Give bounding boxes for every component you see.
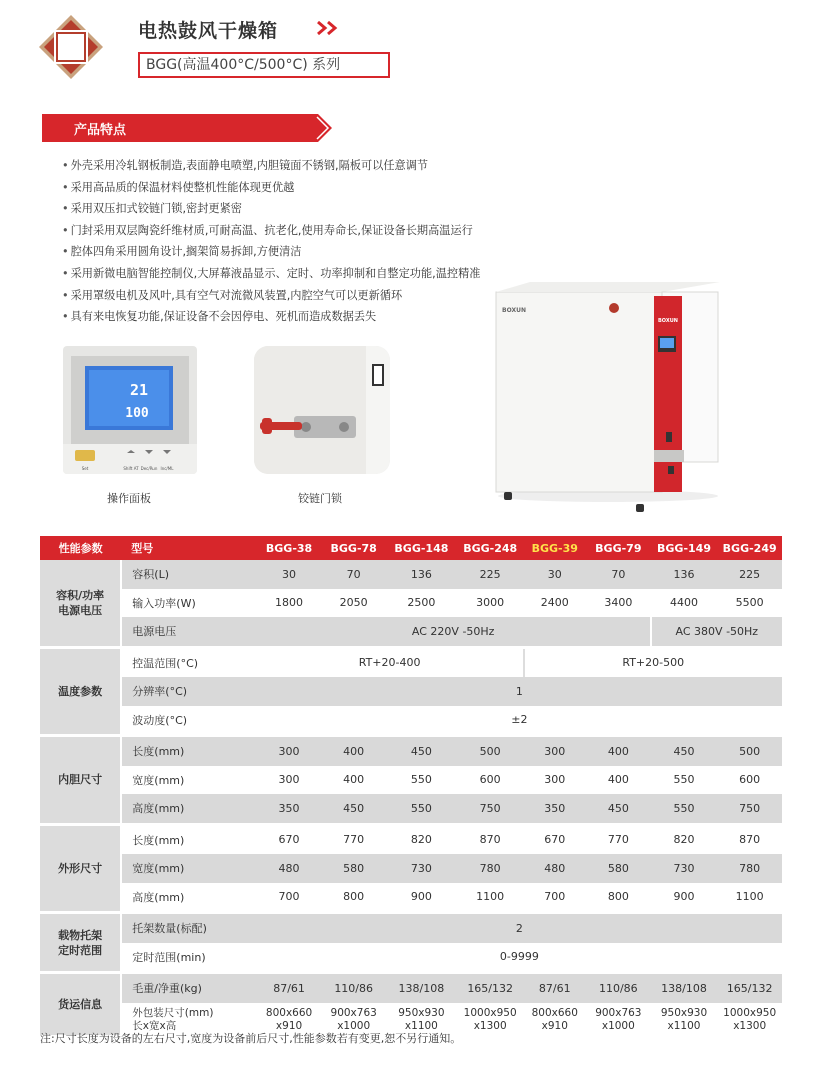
spec-cell: 450	[321, 794, 386, 824]
spec-cell: RT+20-500	[524, 647, 782, 677]
spec-row-volume	[40, 560, 782, 589]
param-name: 输入功率(W)	[121, 589, 256, 618]
spec-cell: 780	[717, 854, 782, 883]
feature-item: • 采用新微电脑智能控制仪,大屏幕液晶显示、定时、功率抑制和自整定功能,温控精准	[62, 263, 480, 285]
package-dim: x910	[275, 1019, 303, 1032]
spec-cell: 3400	[586, 589, 651, 618]
package-dim: x1100	[404, 1019, 438, 1032]
spec-cell: 820	[386, 824, 457, 854]
spec-cell: 480	[524, 854, 587, 883]
spec-row-inner-width	[40, 766, 782, 795]
spec-row-outer-width	[40, 854, 782, 883]
spec-cell: 2500	[386, 589, 457, 618]
panel-button-label: Set	[81, 466, 89, 471]
spec-cell: 770	[321, 824, 386, 854]
package-dim: 1000x950	[723, 1006, 777, 1019]
spec-cell: 300	[524, 766, 587, 795]
param-name: 波动度(°C)	[121, 706, 256, 736]
spec-cell: 138/108	[386, 973, 457, 1003]
spec-cell: 700	[524, 883, 587, 913]
spec-cell: 820	[651, 824, 718, 854]
spec-cell: RT+20-400	[257, 647, 524, 677]
model-header: BGG-39	[524, 536, 587, 560]
spec-cell: 550	[651, 794, 718, 824]
package-dim: x1000	[337, 1019, 371, 1032]
param-name: 控温范围(°C)	[121, 647, 256, 677]
spec-cell: 700	[257, 883, 322, 913]
spec-cell: 300	[257, 736, 322, 766]
feature-list	[62, 155, 480, 328]
spec-table	[40, 536, 782, 1038]
spec-cell: 800	[321, 883, 386, 913]
panel-temp-display: 21	[129, 381, 149, 399]
spec-cell	[524, 1003, 587, 1037]
param-name-line: 外包装尺寸(mm)	[132, 1006, 214, 1019]
panel-button-label: Shift AT	[123, 466, 139, 471]
oven-door-brand: BOXUN	[658, 318, 678, 324]
spec-cell: 1100	[717, 883, 782, 913]
model-header: BGG-78	[321, 536, 386, 560]
header-param: 性能参数	[40, 536, 121, 560]
param-name: 定时范围(min)	[121, 943, 256, 973]
spec-cell: 450	[386, 736, 457, 766]
spec-cell: 225	[457, 560, 524, 589]
param-name: 分辨率(°C)	[121, 677, 256, 706]
spec-cell: AC 380V -50Hz	[651, 617, 782, 647]
spec-cell: 500	[457, 736, 524, 766]
spec-row-outer-length	[40, 824, 782, 854]
spec-cell: 770	[586, 824, 651, 854]
spec-cell: 500	[717, 736, 782, 766]
series-subtitle: BGG(高温400°C/500°C) 系列	[138, 52, 390, 78]
model-header: BGG-149	[651, 536, 718, 560]
package-dim: x1000	[601, 1019, 635, 1032]
spec-cell: 3000	[457, 589, 524, 618]
param-name: 托架数量(标配)	[121, 913, 256, 943]
spec-row-shelves	[40, 913, 782, 943]
spec-cell: ±2	[257, 706, 782, 736]
package-dim: x910	[541, 1019, 568, 1032]
page-title: 电热鼓风干燥箱	[138, 20, 279, 42]
spec-cell: 2050	[321, 589, 386, 618]
group-label: 外形尺寸	[40, 824, 121, 913]
spec-row-temp-range	[40, 647, 782, 677]
spec-cell: 600	[717, 766, 782, 795]
double-chevron-icon	[316, 20, 342, 36]
spec-cell	[457, 1003, 524, 1037]
spec-cell: 136	[386, 560, 457, 589]
spec-cell: 1800	[257, 589, 322, 618]
spec-cell: 550	[386, 794, 457, 824]
features-heading: 产品特点	[74, 123, 127, 138]
feature-item: • 外壳采用冷轧钢板制造,表面静电喷塑,内胆镜面不锈钢,隔板可以任意调节	[62, 155, 480, 177]
group-label: 内胆尺寸	[40, 736, 121, 825]
spec-cell: 670	[257, 824, 322, 854]
package-dim: x1100	[667, 1019, 701, 1032]
spec-cell: 450	[651, 736, 718, 766]
spec-cell: 750	[717, 794, 782, 824]
spec-cell	[717, 1003, 782, 1037]
spec-cell: 138/108	[651, 973, 718, 1003]
group-label: 货运信息	[40, 973, 121, 1037]
hinge-caption: 铰链门锁	[298, 492, 342, 505]
spec-row-power	[40, 589, 782, 618]
spec-cell: AC 220V -50Hz	[257, 617, 651, 647]
spec-cell: 730	[651, 854, 718, 883]
spec-cell: 87/61	[257, 973, 322, 1003]
spec-cell: 670	[524, 824, 587, 854]
footnote: 注:尺寸长度为设备的左右尺寸,宽度为设备前后尺寸,性能参数若有变更,恕不另行通知。	[40, 1032, 462, 1045]
spec-cell: 110/86	[321, 973, 386, 1003]
panel-setpoint-display: 100	[125, 406, 149, 421]
oven-brand-label: BOXUN	[502, 307, 526, 314]
feature-item: • 采用高品质的保温材料使整机性能体现更优越	[62, 177, 480, 199]
spec-cell: 1	[257, 677, 782, 706]
model-header: BGG-38	[257, 536, 322, 560]
spec-cell: 4400	[651, 589, 718, 618]
model-header: BGG-79	[586, 536, 651, 560]
spec-cell: 400	[321, 736, 386, 766]
spec-cell: 87/61	[524, 973, 587, 1003]
spec-cell	[586, 1003, 651, 1037]
param-name: 长度(mm)	[121, 824, 256, 854]
spec-row-resolution	[40, 677, 782, 706]
package-dim: x1300	[473, 1019, 507, 1032]
spec-cell: 30	[257, 560, 322, 589]
spec-cell: 30	[524, 560, 587, 589]
spec-cell: 350	[257, 794, 322, 824]
spec-row-inner-height	[40, 794, 782, 824]
package-dim: 1000x950	[463, 1006, 517, 1019]
spec-cell: 730	[386, 854, 457, 883]
spec-cell: 870	[717, 824, 782, 854]
spec-cell: 0-9999	[257, 943, 782, 973]
feature-item: • 采用双压扣式铰链门锁,密封更紧密	[62, 198, 480, 220]
spec-cell: 70	[586, 560, 651, 589]
company-logo	[38, 14, 104, 80]
spec-cell: 580	[586, 854, 651, 883]
param-name: 容积(L)	[121, 560, 256, 589]
spec-cell: 165/132	[717, 973, 782, 1003]
param-name: 高度(mm)	[121, 794, 256, 824]
spec-cell: 350	[524, 794, 587, 824]
spec-cell: 300	[257, 766, 322, 795]
spec-cell: 550	[386, 766, 457, 795]
header-model: 型号	[121, 536, 256, 560]
spec-cell: 165/132	[457, 973, 524, 1003]
feature-item: • 门封采用双层陶瓷纤维材质,可耐高温、抗老化,使用寿命长,保证设备长期高温运行	[62, 220, 480, 242]
drying-oven-image	[490, 282, 728, 514]
panel-caption: 操作面板	[107, 492, 151, 505]
spec-cell: 600	[457, 766, 524, 795]
spec-row-outer-height	[40, 883, 782, 913]
spec-row-fluctuation	[40, 706, 782, 736]
spec-cell: 5500	[717, 589, 782, 618]
package-dim: 800x660	[265, 1006, 313, 1019]
model-header: BGG-248	[457, 536, 524, 560]
spec-cell: 1100	[457, 883, 524, 913]
spec-cell: 870	[457, 824, 524, 854]
param-name: 毛重/净重(kg)	[121, 973, 256, 1003]
spec-cell: 70	[321, 560, 386, 589]
spec-cell: 900	[651, 883, 718, 913]
spec-cell: 750	[457, 794, 524, 824]
hinge-lock-image	[254, 346, 390, 474]
param-name: 高度(mm)	[121, 883, 256, 913]
package-dim: 950x930	[398, 1006, 445, 1019]
param-name-line: 长x宽x高	[132, 1019, 177, 1032]
feature-item: • 腔体四角采用圆角设计,搁架简易拆卸,方便清洁	[62, 241, 480, 263]
spec-cell: 400	[321, 766, 386, 795]
spec-cell: 780	[457, 854, 524, 883]
spec-cell: 480	[257, 854, 322, 883]
package-dim: x1300	[733, 1019, 767, 1032]
panel-button-label: Inc/ML	[160, 466, 174, 471]
spec-cell: 300	[524, 736, 587, 766]
spec-cell	[651, 1003, 718, 1037]
group-label: 载物托架 定时范围	[40, 913, 121, 973]
panel-button-label: Dec/Run	[140, 466, 158, 471]
feature-item: • 具有来电恢复功能,保证设备不会因停电、死机而造成数据丢失	[62, 306, 480, 328]
control-panel-image	[63, 346, 197, 474]
param-name: 长度(mm)	[121, 736, 256, 766]
spec-row-timer	[40, 943, 782, 973]
spec-header-row	[40, 536, 782, 560]
spec-cell: 2400	[524, 589, 587, 618]
spec-cell: 550	[651, 766, 718, 795]
package-dim: 950x930	[660, 1006, 708, 1019]
spec-cell: 225	[717, 560, 782, 589]
spec-cell: 136	[651, 560, 718, 589]
group-label: 温度参数	[40, 647, 121, 736]
package-dim: 900x763	[595, 1006, 642, 1019]
package-dim: 900x763	[330, 1006, 377, 1019]
spec-cell: 2	[257, 913, 782, 943]
spec-row-voltage	[40, 617, 782, 647]
spec-cell: 450	[586, 794, 651, 824]
spec-cell: 400	[586, 736, 651, 766]
group-label: 容积/功率 电源电压	[40, 560, 121, 647]
spec-row-inner-length	[40, 736, 782, 766]
spec-cell: 580	[321, 854, 386, 883]
spec-row-weight	[40, 973, 782, 1003]
spec-cell: 800	[586, 883, 651, 913]
feature-item: • 采用罩级电机及风叶,具有空气对流微风装置,内腔空气可以更新循环	[62, 285, 480, 307]
param-name: 宽度(mm)	[121, 854, 256, 883]
model-header: BGG-249	[717, 536, 782, 560]
spec-cell: 400	[586, 766, 651, 795]
package-dim: 800x660	[531, 1006, 578, 1019]
model-header: BGG-148	[386, 536, 457, 560]
param-name: 宽度(mm)	[121, 766, 256, 795]
spec-cell: 900	[386, 883, 457, 913]
spec-cell: 110/86	[586, 973, 651, 1003]
param-name: 电源电压	[121, 617, 256, 647]
